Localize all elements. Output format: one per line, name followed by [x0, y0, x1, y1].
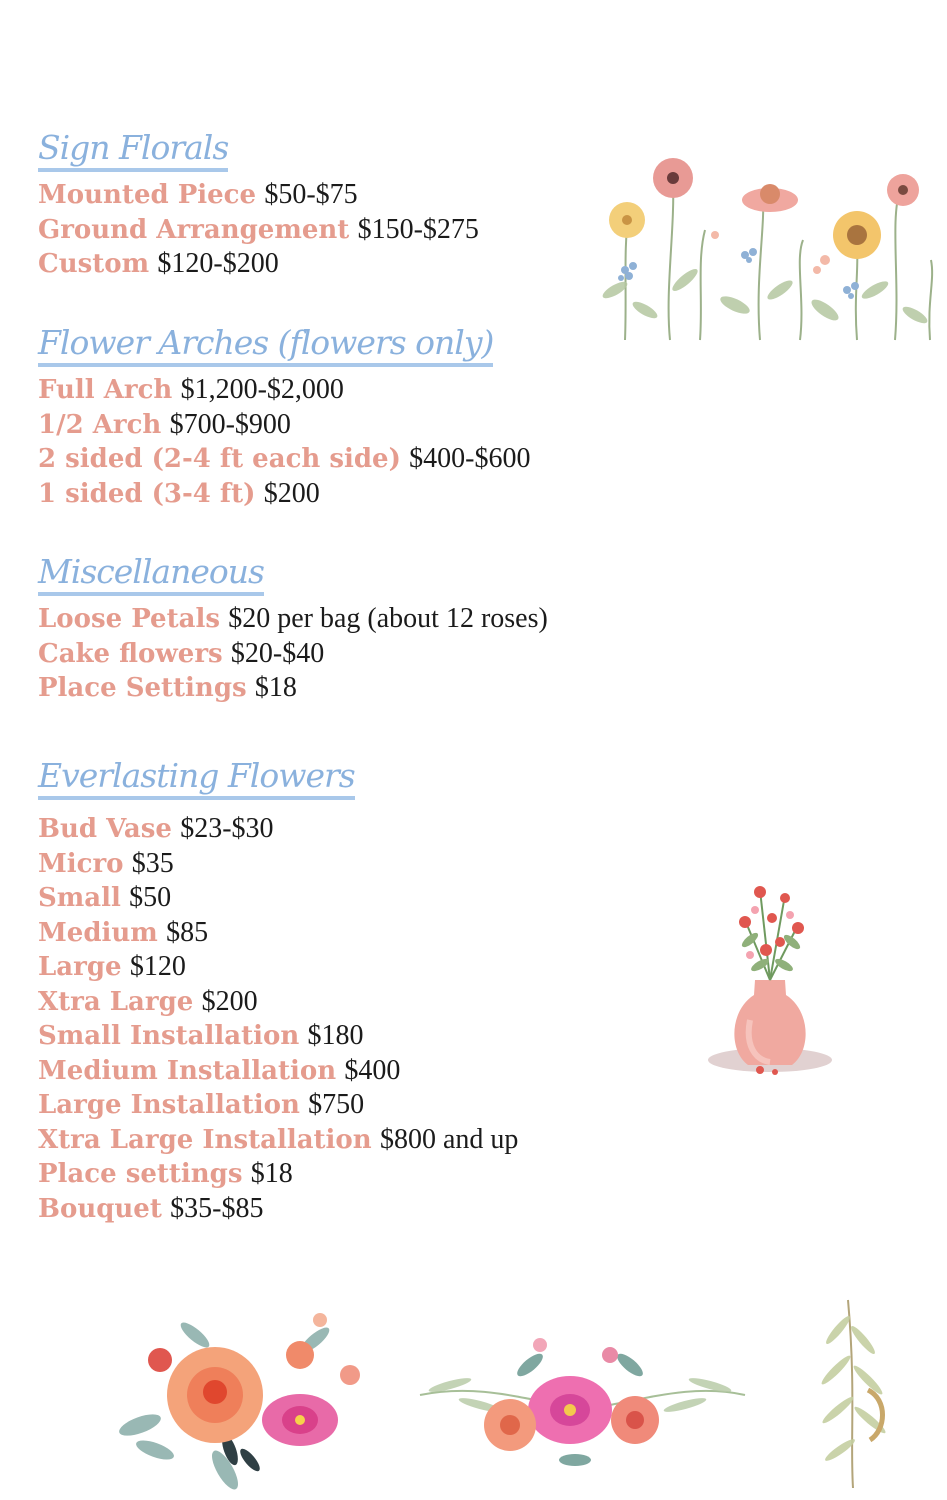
- item-price: $35-$85: [170, 1192, 264, 1224]
- list-item: [38, 1157, 518, 1192]
- price-list: [38, 373, 531, 511]
- list-item: [38, 671, 548, 706]
- wildflower-meadow-icon: [585, 140, 947, 345]
- item-price: $200: [201, 985, 258, 1017]
- item-price: $20-$40: [230, 637, 325, 669]
- item-name: Large: [38, 952, 122, 982]
- item-price: $700-$900: [169, 408, 291, 440]
- price-list: [38, 602, 548, 706]
- item-name: Xtra Large: [38, 986, 194, 1017]
- item-name: 1/2 Arch: [38, 409, 162, 440]
- price-list: [38, 178, 479, 282]
- section-heading: Flower Arches (flowers only): [38, 323, 493, 367]
- item-price: $20 per bag (about 12 roses): [228, 603, 548, 634]
- item-name: Micro: [38, 848, 124, 879]
- list-item: [38, 408, 531, 443]
- list-item: [38, 1088, 518, 1123]
- item-price: $50: [129, 882, 172, 913]
- section-miscellaneous: [38, 552, 548, 706]
- item-name: 1 sided (3-4 ft): [38, 478, 256, 509]
- section-heading: Everlasting Flowers: [38, 756, 355, 800]
- pink-flower-spray-icon: [410, 1325, 755, 1485]
- item-name: Place settings: [38, 1159, 243, 1189]
- list-item: [38, 1123, 518, 1158]
- item-name: Mounted Piece: [38, 180, 257, 210]
- price-list: [38, 812, 518, 1226]
- list-item: [38, 985, 518, 1020]
- item-price: $18: [250, 1158, 293, 1189]
- item-name: 2 sided (2-4 ft each side): [38, 444, 401, 474]
- section-heading: Sign Florals: [38, 128, 228, 172]
- item-name: Medium Installation: [38, 1055, 337, 1086]
- item-name: Small: [38, 883, 121, 913]
- item-name: Loose Petals: [38, 604, 220, 634]
- item-name: Full Arch: [38, 375, 173, 405]
- list-item: [38, 1192, 518, 1227]
- item-price: $23-$30: [180, 813, 274, 844]
- flower-vase-icon: [700, 870, 840, 1085]
- item-name: Bud Vase: [38, 814, 172, 844]
- item-price: $50-$75: [264, 179, 358, 210]
- item-name: Place Settings: [38, 673, 247, 703]
- list-item: [38, 373, 531, 408]
- item-price: $150-$275: [357, 213, 479, 245]
- item-price: $200: [263, 477, 320, 509]
- item-name: Ground Arrangement: [38, 214, 350, 245]
- list-item: [38, 1019, 518, 1054]
- section-heading: Miscellaneous: [38, 552, 264, 596]
- list-item: [38, 602, 548, 637]
- list-item: [38, 213, 479, 248]
- list-item: [38, 1054, 518, 1089]
- list-item: [38, 916, 518, 951]
- item-name: Xtra Large Installation: [38, 1124, 372, 1155]
- list-item: [38, 442, 531, 477]
- item-price: $85: [166, 916, 209, 948]
- list-item: [38, 847, 518, 882]
- item-price: $750: [308, 1089, 365, 1120]
- item-name: Medium: [38, 917, 158, 948]
- section-sign-florals: [38, 128, 479, 282]
- item-name: Large Installation: [38, 1090, 300, 1120]
- item-price: $400: [344, 1054, 401, 1086]
- item-price: $180: [307, 1020, 364, 1051]
- item-name: Bouquet: [38, 1193, 162, 1224]
- list-item: [38, 477, 531, 512]
- item-price: $120-$200: [157, 248, 279, 279]
- section-everlasting-flowers: [38, 756, 518, 1226]
- item-name: Cake flowers: [38, 638, 223, 669]
- list-item: [38, 950, 518, 985]
- item-price: $120: [129, 951, 186, 982]
- list-item: [38, 812, 518, 847]
- item-price: $400-$600: [409, 443, 531, 474]
- list-item: [38, 247, 479, 282]
- item-name: Custom: [38, 249, 150, 279]
- item-name: Small Installation: [38, 1021, 300, 1051]
- item-price: $35: [131, 847, 174, 879]
- list-item: [38, 881, 518, 916]
- peony-bouquet-icon: [115, 1300, 385, 1490]
- item-price: $18: [254, 672, 297, 703]
- item-price: $1,200-$2,000: [180, 374, 344, 405]
- item-price: $800 and up: [379, 1123, 519, 1155]
- section-flower-arches: [38, 323, 531, 511]
- list-item: [38, 178, 479, 213]
- list-item: [38, 637, 548, 672]
- fern-sprig-icon: [808, 1290, 898, 1490]
